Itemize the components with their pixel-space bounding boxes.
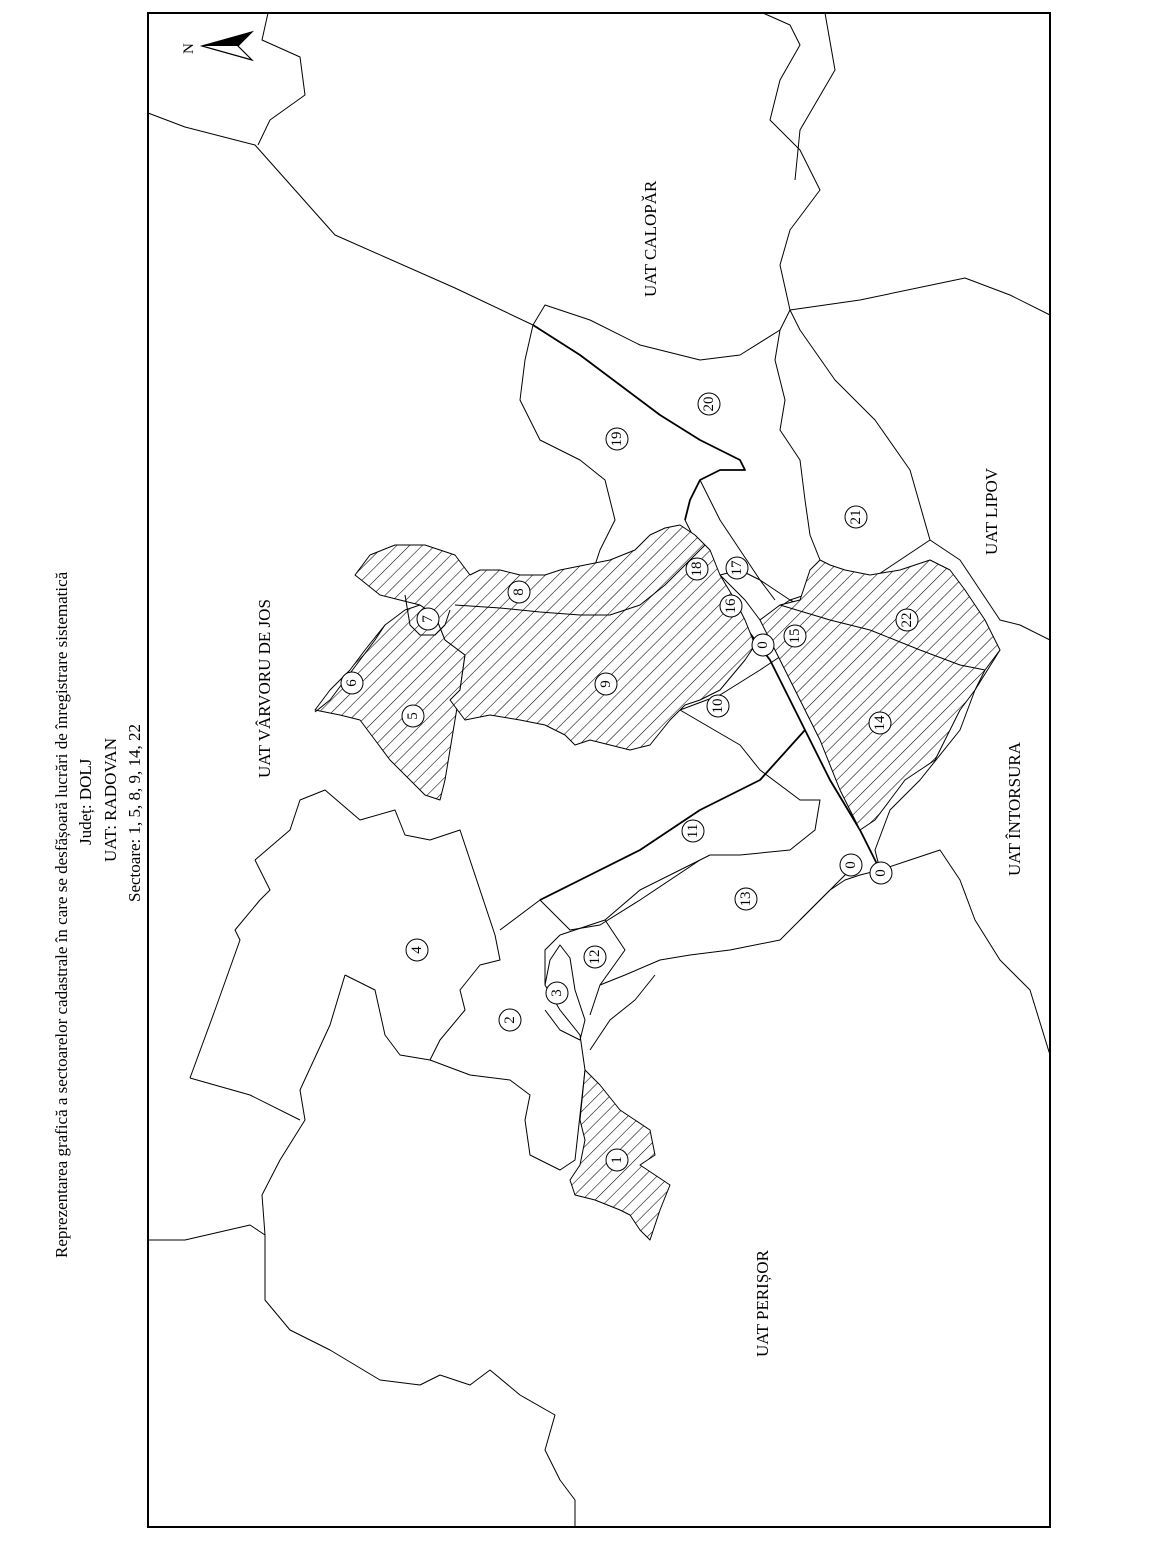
sector-number: 17 (729, 560, 745, 576)
sector-number: 13 (738, 891, 754, 907)
sector-marker-s12 (584, 946, 606, 968)
sector-marker-z1 (752, 634, 774, 656)
sector-number: 11 (685, 823, 701, 839)
sector-number: 15 (787, 628, 803, 644)
sector-marker-s19 (606, 428, 628, 450)
sector-number: 1 (609, 1156, 625, 1164)
sector-number: 0 (843, 861, 859, 869)
sector-marker-s13 (735, 888, 757, 910)
sector-marker-s2 (499, 1009, 521, 1031)
county-label: Județ: DOLJ (76, 758, 95, 845)
sector-number: 7 (420, 615, 436, 623)
uat-intorsura-label: UAT ÎNTORSURA (1005, 742, 1024, 876)
sector-marker-s4 (406, 939, 428, 961)
sector-marker-s18 (686, 558, 708, 580)
sector-number: 4 (409, 946, 425, 954)
sector-marker-s8 (508, 581, 530, 603)
sector-number: 12 (587, 949, 603, 965)
sector-marker-s17 (726, 557, 748, 579)
uat-varvoru-label: UAT VÂRVORU DE JOS (255, 599, 274, 778)
sector-number: 2 (502, 1016, 518, 1024)
sector-marker-s5 (402, 705, 424, 727)
sector-number: 20 (701, 396, 717, 412)
sector-marker-s21 (845, 506, 867, 528)
sector-marker-s16 (720, 595, 742, 617)
map-title: Reprezentarea grafică a sectoarelor cadastrale în care se desfășoară lucrări de înregistrare sistematică (52, 571, 71, 1258)
sector-marker-s15 (784, 625, 806, 647)
sector-marker-s9 (595, 673, 617, 695)
sector-number: 9 (598, 680, 614, 688)
sector-number: 0 (873, 869, 889, 877)
sector-marker-s7 (417, 608, 439, 630)
sector-number: 8 (511, 588, 527, 596)
sector-number: 0 (755, 641, 771, 649)
sector-14-22-area (760, 560, 1000, 830)
sector-number: 5 (405, 712, 421, 720)
sector-number: 16 (723, 598, 739, 614)
sector-number: 22 (899, 612, 915, 628)
uat-lipov-label: UAT LIPOV (982, 467, 1001, 555)
uat-label: UAT: RADOVAN (101, 738, 120, 862)
north-arrow-icon (181, 32, 252, 60)
uat-calopar-label: UAT CALOPĂR (641, 180, 660, 297)
sector-number: 10 (710, 698, 726, 714)
sector-marker-s14 (869, 712, 891, 734)
sector-marker-z2 (840, 854, 862, 876)
sector-number: 3 (549, 989, 565, 997)
sector-number: 18 (689, 561, 705, 577)
sector-marker-s22 (896, 609, 918, 631)
sector-number: 6 (344, 679, 360, 687)
hatched-sectors (315, 525, 1000, 1240)
sector-marker-s3 (546, 982, 568, 1004)
sector-marker-s6 (341, 672, 363, 694)
sector-marker-z3 (870, 862, 892, 884)
sector-number: 19 (609, 431, 625, 447)
sector-marker-s1 (606, 1149, 628, 1171)
sector-number: 21 (848, 509, 864, 525)
north-label: N (181, 43, 197, 54)
sector-marker-s20 (698, 393, 720, 415)
sector-marker-s11 (682, 820, 704, 842)
uat-perisor-label: UAT PERIȘOR (753, 1250, 772, 1357)
sectors-label: Sectoare: 1, 5, 8, 9, 14, 22 (125, 724, 144, 902)
sector-number: 14 (872, 715, 888, 731)
sector-marker-s10 (707, 695, 729, 717)
title-block (52, 571, 144, 1258)
